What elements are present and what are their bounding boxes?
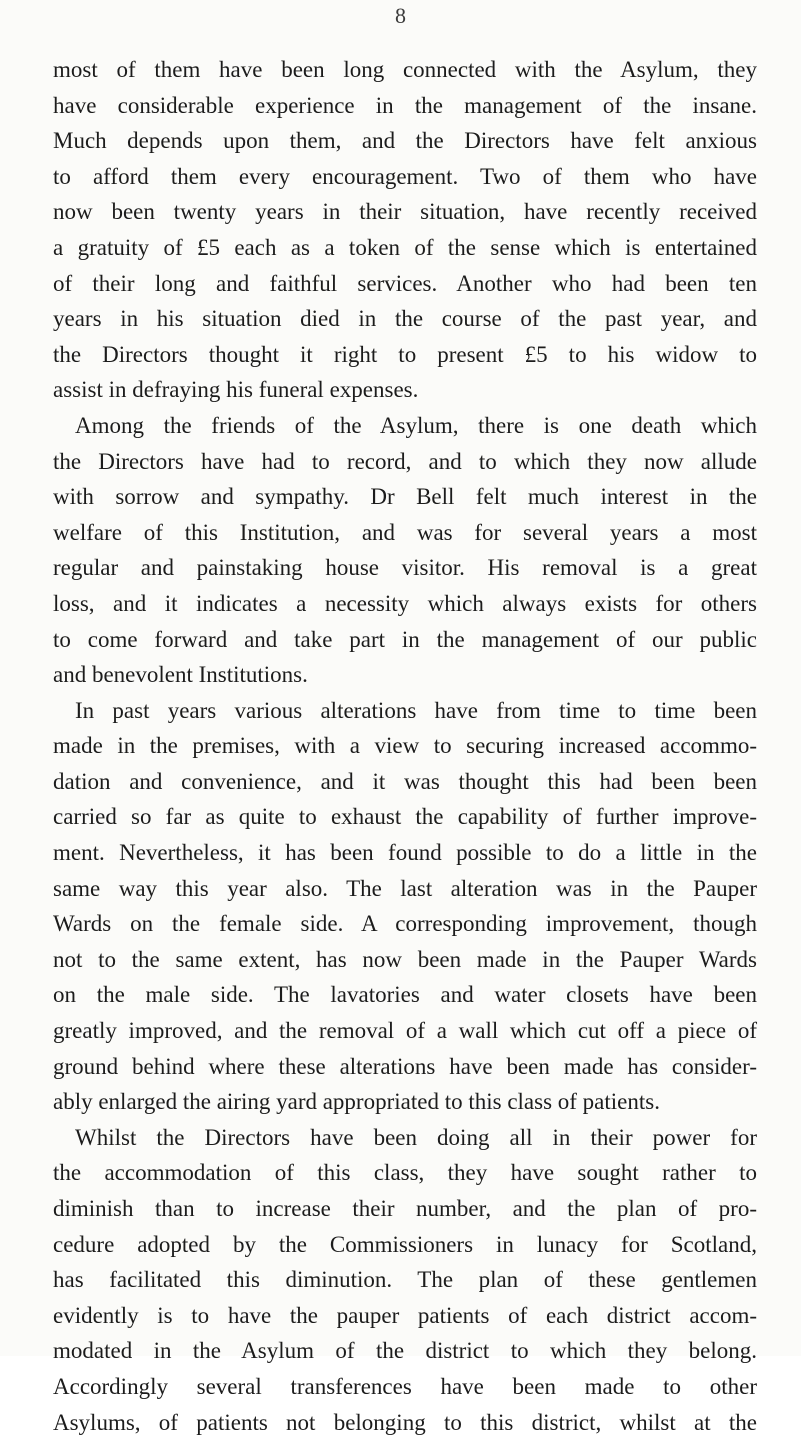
text-line: now been twenty years in their situation, have recently received (53, 199, 757, 225)
text-line: Wards on the female side. A corresponding improvement, though (53, 911, 757, 937)
text-line: carried so far as quite to exhaust the capability of further improve- (53, 804, 757, 830)
page-number: 8 (395, 3, 406, 28)
text-line: and benevolent Institutions. (53, 662, 308, 688)
text-line: Whilst the Directors have been doing all in their power for (75, 1124, 757, 1150)
text-line: assist in defraying his funeral expenses. (53, 377, 419, 403)
text-line: not to the same extent, has now been made in the Pauper Wards (53, 946, 757, 972)
text-line: have considerable experience in the management of the insane. (53, 92, 757, 118)
text-line: loss, and it indicates a necessity which always exists for others (53, 590, 757, 616)
text-line: of their long and faithful services. Another who had been ten (53, 270, 757, 296)
text-line: the Directors thought it right to present £5 to his widow to (53, 341, 757, 367)
text-line: with sorrow and sympathy. Dr Bell felt much interest in the (53, 484, 757, 510)
text-line: cedure adopted by the Commissioners in lunacy for Scotland, (53, 1231, 757, 1257)
text-line: years in his situation died in the course of the past year, and (53, 306, 757, 332)
text-line: Accordingly several transferences have been made to other (53, 1373, 757, 1399)
text-line: Asylums, of patients not belonging to this district, whilst at the (53, 1409, 757, 1435)
text-line: welfare of this Institution, and was for several years a most (53, 519, 757, 545)
text-line: on the male side. The lavatories and water closets have been (53, 982, 757, 1008)
text-line: made in the premises, with a view to securing increased accommo- (53, 733, 757, 759)
text-line: most of them have been long connected with the Asylum, they (53, 57, 757, 82)
text-line: In past years various alterations have from time to time been (75, 697, 757, 723)
text-line: diminish than to increase their number, and the plan of pro- (53, 1196, 757, 1221)
text-line: the accommodation of this class, they have sought rather to (53, 1160, 757, 1186)
text-line: regular and painstaking house visitor. His removal is a great (53, 555, 757, 581)
text-line: same way this year also. The last alteration was in the Pauper (53, 875, 757, 901)
text-line: to come forward and take part in the management of our public (53, 626, 757, 652)
text-line: dation and convenience, and it was thought this had been been (53, 768, 757, 794)
text-line: the Directors have had to record, and to which they now allude (53, 448, 757, 474)
text-line: ground behind where these alterations have been made has consider- (53, 1053, 757, 1079)
text-line: evidently is to have the pauper patients of each district accom- (53, 1302, 757, 1328)
text-line: Among the friends of the Asylum, there is one death which (75, 412, 757, 438)
text-line: ment. Nevertheless, it has been found possible to do a little in the (53, 840, 757, 866)
text-line: ably enlarged the airing yard appropriated to this class of patients. (53, 1089, 660, 1115)
text-line: a gratuity of £5 each as a token of the sense which is entertained (53, 234, 757, 260)
text-line: greatly improved, and the removal of a wall which cut off a piece of (53, 1018, 757, 1044)
text-line: Much depends upon them, and the Directors have felt anxious (53, 128, 757, 154)
body-text (53, 52, 757, 1440)
text-line: to afford them every encouragement. Two of them who have (53, 163, 757, 189)
text-line: modated in the Asylum of the district to which they belong. (53, 1338, 757, 1364)
text-line: has facilitated this diminution. The plan of these gentlemen (53, 1267, 757, 1293)
